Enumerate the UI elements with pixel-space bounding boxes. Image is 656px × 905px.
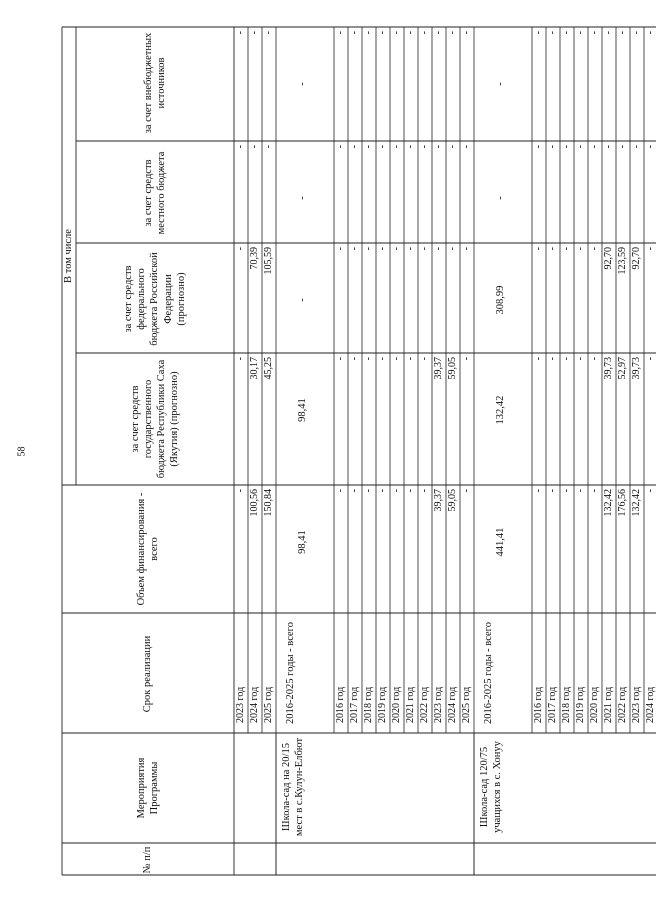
extra-value: - <box>447 31 458 35</box>
header-republic-budget: за счет средств государственного бюджета Республики Саха (Якутия) (прогнозно) <box>129 359 181 479</box>
period-cell: 2023 год <box>433 686 444 723</box>
fed-value: - <box>363 247 374 251</box>
period-cell: 2018 год <box>561 686 572 723</box>
rs-value: - <box>533 357 544 361</box>
total-value: 100,56 <box>249 489 260 517</box>
extra-value: - <box>235 31 246 35</box>
period-cell: 2018 год <box>363 686 374 723</box>
extra-value: - <box>249 31 260 35</box>
fed-value: - <box>589 247 600 251</box>
program-event-label: Школа-сад 120/75 учащихся в с. Хонуу <box>479 741 504 833</box>
extra-value: - <box>617 31 628 35</box>
local-value: - <box>447 145 458 149</box>
local-value: - <box>575 145 586 149</box>
rs-value: - <box>235 357 246 361</box>
total-value: - <box>349 489 360 493</box>
rs-value: - <box>589 357 600 361</box>
header-event: Мероприятия Программы <box>135 757 160 819</box>
extra-value: - <box>461 31 472 35</box>
local-value: - <box>419 145 430 149</box>
extra-value: - <box>419 31 430 35</box>
period-cell: 2016 год <box>533 686 544 723</box>
local-value: - <box>533 145 544 149</box>
rs-value: - <box>575 357 586 361</box>
rs-value: - <box>547 357 558 361</box>
extra-value: - <box>561 31 572 35</box>
extra-value: - <box>547 31 558 35</box>
total-value: 98,41 <box>297 530 308 554</box>
rs-value: 39,37 <box>433 357 444 380</box>
extra-value: - <box>297 82 308 86</box>
fed-value: - <box>235 247 246 251</box>
fed-value: - <box>547 247 558 251</box>
extra-value: - <box>603 31 614 35</box>
period-cell: 2016-2025 годы - всего <box>483 622 494 724</box>
local-value: - <box>235 145 246 149</box>
rs-value: 132,42 <box>495 395 506 425</box>
rs-value: - <box>391 357 402 361</box>
rs-value: - <box>561 357 572 361</box>
period-cell: 2023 год <box>631 686 642 723</box>
fed-value: 92,70 <box>603 247 614 270</box>
rs-value: - <box>377 357 388 361</box>
rs-value: - <box>645 357 656 361</box>
local-value: - <box>335 145 346 149</box>
extra-value: - <box>495 82 506 86</box>
local-value: - <box>547 145 558 149</box>
period-cell: 2025 год <box>461 686 472 723</box>
extra-value: - <box>377 31 388 35</box>
header-extra-budget: за счет внебюджетных источников <box>142 32 167 134</box>
extra-value: - <box>645 31 656 35</box>
fed-value: 92,70 <box>631 247 642 270</box>
local-value: - <box>631 145 642 149</box>
rs-value: - <box>349 357 360 361</box>
header-total: Объем финансирования - всего <box>135 492 160 606</box>
period-cell: 2023 год <box>235 686 246 723</box>
total-value: - <box>645 489 656 493</box>
total-value: - <box>391 489 402 493</box>
period-cell: 2020 год <box>589 686 600 723</box>
header-federal-budget: за счет средств федерального бюджета Российской Федерации (прогнозно) <box>123 252 187 346</box>
period-cell: 2019 год <box>575 686 586 723</box>
extra-value: - <box>349 31 360 35</box>
period-cell: 2025 год <box>263 686 274 723</box>
total-value: 132,42 <box>631 489 642 517</box>
total-value: - <box>533 489 544 493</box>
local-value: - <box>377 145 388 149</box>
total-value: - <box>235 489 246 493</box>
period-cell: 2019 год <box>377 686 388 723</box>
local-value: - <box>603 145 614 149</box>
rs-value: 30,17 <box>249 357 260 380</box>
extra-value: - <box>533 31 544 35</box>
program-event-label: Школа-сад на 20/15 мест в с.Кулун-Елбют <box>281 737 306 837</box>
total-value: - <box>589 489 600 493</box>
fed-value: - <box>447 247 458 251</box>
fed-value: - <box>377 247 388 251</box>
extra-value: - <box>263 31 274 35</box>
fed-value: - <box>349 247 360 251</box>
local-value: - <box>297 196 308 200</box>
local-value: - <box>617 145 628 149</box>
local-value: - <box>433 145 444 149</box>
fed-value: - <box>335 247 346 251</box>
extra-value: - <box>575 31 586 35</box>
extra-value: - <box>433 31 444 35</box>
local-value: - <box>391 145 402 149</box>
fed-value: - <box>297 298 308 302</box>
fed-value: - <box>461 247 472 251</box>
local-value: - <box>561 145 572 149</box>
local-value: - <box>461 145 472 149</box>
period-cell: 2024 год <box>249 686 260 723</box>
period-cell: 2017 год <box>349 686 360 723</box>
total-value: - <box>377 489 388 493</box>
total-value: - <box>547 489 558 493</box>
fed-value: 308,99 <box>495 285 506 315</box>
rs-value: 52,97 <box>617 357 628 380</box>
extra-value: - <box>405 31 416 35</box>
total-value: - <box>335 489 346 493</box>
extra-value: - <box>631 31 642 35</box>
total-value: - <box>561 489 572 493</box>
total-value: - <box>575 489 586 493</box>
local-value: - <box>349 145 360 149</box>
fed-value: - <box>405 247 416 251</box>
total-value: 441,41 <box>495 527 506 557</box>
header-period: Срок реализации <box>142 635 154 713</box>
local-value: - <box>405 145 416 149</box>
total-value: - <box>461 489 472 493</box>
fed-value: - <box>533 247 544 251</box>
page-number: 58 <box>16 446 28 457</box>
period-cell: 2024 год <box>447 686 458 723</box>
rs-value: 98,41 <box>297 398 308 422</box>
rs-value: - <box>363 357 374 361</box>
period-cell: 2017 год <box>547 686 558 723</box>
fed-value: - <box>419 247 430 251</box>
rs-value: 59,05 <box>447 357 458 380</box>
rs-value: - <box>419 357 430 361</box>
rs-value: 39,73 <box>603 357 614 380</box>
total-value: 39,37 <box>433 489 444 512</box>
rs-value: - <box>335 357 346 361</box>
fed-value: 123,59 <box>617 247 628 275</box>
financing-table <box>62 27 656 875</box>
extra-value: - <box>335 31 346 35</box>
header-num: № п/п <box>142 846 154 874</box>
rs-value: - <box>405 357 416 361</box>
fed-value: - <box>575 247 586 251</box>
fed-value: - <box>391 247 402 251</box>
period-cell: 2022 год <box>617 686 628 723</box>
fed-value: 70,39 <box>249 247 260 270</box>
period-cell: 2016 год <box>335 686 346 723</box>
local-value: - <box>589 145 600 149</box>
header-included: В том числе <box>63 229 75 283</box>
extra-value: - <box>589 31 600 35</box>
rs-value: - <box>461 357 472 361</box>
total-value: - <box>405 489 416 493</box>
period-cell: 2016-2025 годы - всего <box>285 622 296 724</box>
total-value: 59,05 <box>447 489 458 512</box>
local-value: - <box>495 196 506 200</box>
rs-value: 45,25 <box>263 357 274 380</box>
fed-value: - <box>561 247 572 251</box>
total-value: 150,84 <box>263 489 274 517</box>
total-value: 176,56 <box>617 489 628 517</box>
fed-value: - <box>645 247 656 251</box>
local-value: - <box>363 145 374 149</box>
total-value: - <box>419 489 430 493</box>
header-local-budget: за счет средств местного бюджета <box>142 151 167 235</box>
local-value: - <box>249 145 260 149</box>
period-cell: 2024 год <box>645 686 656 723</box>
rs-value: 39,73 <box>631 357 642 380</box>
period-cell: 2020 год <box>391 686 402 723</box>
total-value: - <box>363 489 374 493</box>
period-cell: 2022 год <box>419 686 430 723</box>
local-value: - <box>263 145 274 149</box>
extra-value: - <box>391 31 402 35</box>
extra-value: - <box>363 31 374 35</box>
period-cell: 2021 год <box>405 686 416 723</box>
total-value: 132,42 <box>603 489 614 517</box>
fed-value: - <box>433 247 444 251</box>
local-value: - <box>645 145 656 149</box>
fed-value: 105,59 <box>263 247 274 275</box>
period-cell: 2021 год <box>603 686 614 723</box>
